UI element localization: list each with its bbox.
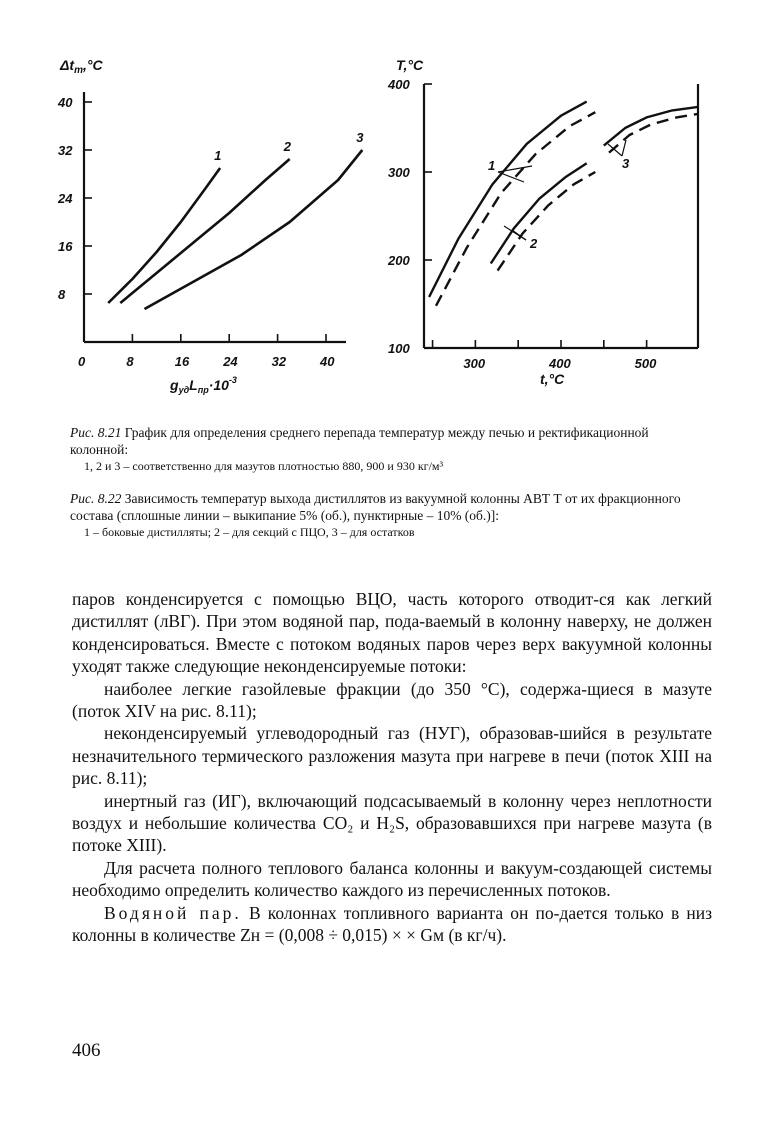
fig1-ylabel-unit: ,°C: [82, 57, 103, 73]
fig2-xtick-label-500: 500: [634, 356, 657, 371]
page-number: 406: [72, 1040, 101, 1061]
fig1-ylabel-sub: т: [74, 65, 83, 76]
fig1-xtick-label-40: 40: [320, 354, 335, 369]
fig1-xlabel-g: g: [170, 377, 179, 393]
fig1-ytick-label-40: 40: [58, 95, 73, 110]
caption-fig-8-22-number: Рис. 8.22: [70, 491, 122, 506]
fig2-ylabel: T,°C: [396, 57, 424, 73]
fig1-xlabel-sub1: уд: [178, 385, 190, 395]
fig1-curve-label-2: 2: [283, 139, 291, 154]
fig1-curve-label-3: 3: [356, 130, 364, 145]
fig1-ytick-label-32: 32: [58, 143, 73, 158]
caption-fig-8-22-text: Зависимость температур выхода дистиллятов из вакуумной колонны АВТ Т от их фракционного состава (сплошные линии – выкипание 5% (об.), пунктирные – 10% (об.)]:: [70, 491, 681, 523]
fig2-ytick-labels: [387, 77, 410, 356]
fig2-curve-3-solid: [604, 107, 698, 146]
fig1-ytick-label-24: 24: [58, 191, 73, 206]
fig1-xtick-label-24: 24: [223, 354, 238, 369]
leader-3b: [622, 140, 626, 156]
fig2-curve-label-2: 2: [530, 236, 538, 251]
fig1-xtick-label-16: 16: [174, 354, 190, 369]
fig2-axes: [424, 84, 698, 348]
paragraph-6-text: В колоннах топливного варианта он по-дается только в низ колонны в количестве Zн = (0,008 ÷ 0,015) × × Gм (в кг/ч).: [72, 902, 713, 946]
caption-fig-8-21: [70, 424, 710, 475]
caption-fig-8-22: [70, 490, 710, 541]
caption-fig-8-22-legend: 1 – боковые дистилляты; 2 – для секций с ПЦО, 3 – для остатков: [84, 525, 415, 539]
fig2-ticks: [424, 84, 647, 348]
fig1-ylabel-main: Δt: [60, 57, 75, 73]
fig2-curve-label-1: 1: [488, 158, 496, 173]
fig1-ytick-label-8: 8: [58, 287, 66, 302]
caption-fig-8-21-legend: 1, 2 и 3 – соответственно для мазутов плотностью 880, 900 и 930 кг/м³: [84, 459, 444, 473]
paragraph-2: наиболее легкие газойлевые фракции (до 350 °С), содержа-щиеся в мазуте (поток XIV на рис. 8.11);: [72, 678, 712, 722]
fig2-curve-1-dashed: [436, 112, 595, 306]
fig1-xlabel-sub2: пр: [197, 385, 209, 395]
figure-8-22: [0, 0, 764, 420]
fig2-ytick-label-100: 100: [388, 341, 410, 356]
fig1-xtick-label-0: 0: [78, 354, 86, 369]
fig2-curve-3-dashed: [609, 114, 698, 153]
fig1-xlabel-exp: -3: [228, 375, 237, 385]
fig2-xtick-label-300: 300: [463, 356, 486, 371]
paragraph-6-heading: Водяной пар.: [104, 902, 242, 923]
paragraph-5: Для расчета полного теплового баланса колонны и вакуум-создающей системы необходимо определить количество каждого из перечисленных потоков.: [72, 857, 712, 901]
paragraph-1: паров конденсируется с помощью ВЦО, часть которого отводит-ся как легкий дистиллят (лВГ). При этом водяной пар, пода-ваемый в колонну наверху, не должен конденсироваться. Вместе с потоком водяных паров через верх вакуумной колонны уходят также следующие неконденсируемые потоки:: [72, 589, 712, 677]
fig2-curve-label-3: 3: [622, 156, 630, 171]
leader-1a: [498, 172, 524, 182]
caption-fig-8-21-number: Рис. 8.21: [70, 425, 122, 440]
paragraph-3: неконденсируемый углеводородный газ (НУГ), образовав-шийся в результате незначительного термического разложения мазута при нагреве в печи (поток XIII на рис. 8.11);: [72, 723, 712, 789]
leader-3a: [608, 144, 622, 156]
fig2-xtick-label-400: 400: [549, 356, 571, 371]
fig2-xlabel: t,°C: [540, 371, 565, 387]
fig2-curves: [429, 102, 698, 306]
fig2-xtick-labels: [463, 356, 657, 371]
fig1-xtick-label-8: 8: [126, 354, 134, 369]
fig1-xlabel-l: L: [189, 377, 198, 393]
fig1-xtick-label-32: 32: [271, 354, 287, 369]
fig2-curve-2-solid: [491, 163, 587, 263]
paragraph-4: инертный газ (ИГ), включающий подсасываемый в колонну через неплотности воздух и небольшие количества СО₂ и Н₂S, образовавшихся при нагреве мазута (в потоке XIII).: [72, 790, 712, 856]
fig2-ytick-label-300: 300: [388, 165, 410, 180]
fig2-ytick-label-200: 200: [388, 253, 410, 268]
fig2-ytick-label-400: 400: [388, 77, 410, 92]
fig2-curve-2-dashed: [498, 172, 596, 271]
body-text: [72, 588, 712, 947]
fig1-xlabel-suffix: ·10: [208, 377, 229, 393]
caption-fig-8-21-text: График для определения среднего перепада температур между печью и ректификационной колонной:: [70, 425, 649, 457]
leader-1b: [498, 166, 532, 172]
paragraph-6: [72, 902, 712, 947]
fig1-curve-label-1: 1: [214, 148, 222, 163]
fig1-ytick-label-16: 16: [58, 239, 73, 254]
